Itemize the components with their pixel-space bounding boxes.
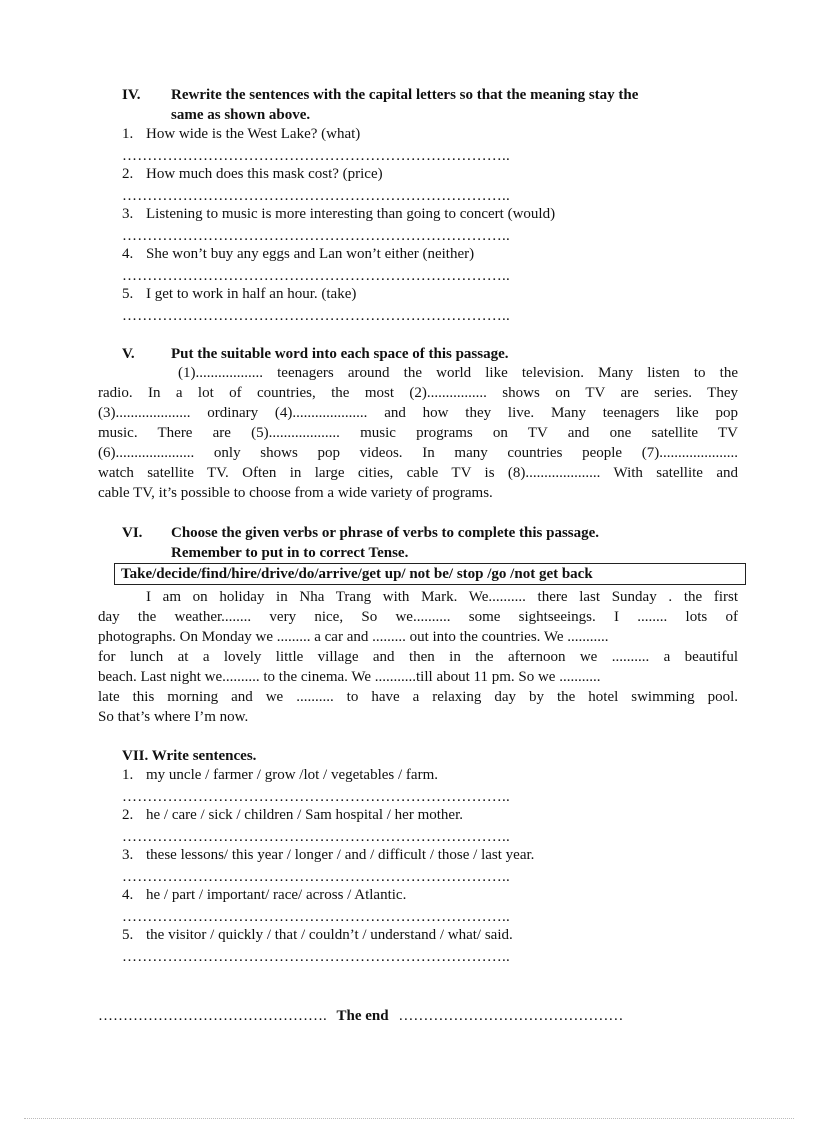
- section-5-heading: [122, 344, 742, 364]
- s4-question-4: 4. She won’t buy any eggs and Lan won’t either (neither): [122, 246, 475, 262]
- section-4-heading: [122, 85, 742, 125]
- section-6-heading: [122, 523, 742, 563]
- section-6-number: VI.: [122, 525, 143, 541]
- s7-answer-line-2: …………………………………………………………………..: [122, 829, 510, 845]
- section-4-number: IV.: [122, 87, 141, 103]
- page-bottom-divider: [24, 1118, 794, 1119]
- s7-question-5: 5. the visitor / quickly / that / couldn’t / understand / what/ said.: [122, 927, 513, 943]
- s4-question-2: 2. How much does this mask cost? (price): [122, 166, 383, 182]
- s4-question-5: 5. I get to work in half an hour. (take): [122, 286, 357, 302]
- s7-question-2: 2. he / care / sick / children / Sam hospital / her mother.: [122, 807, 463, 823]
- the-end-footer: [98, 1006, 623, 1026]
- s7-question-4: 4. he / part / important/ race/ across / Atlantic.: [122, 887, 407, 903]
- s7-answer-line-4: …………………………………………………………………..: [122, 909, 510, 925]
- s7-question-1: 1. my uncle / farmer / grow /lot / vegetables / farm.: [122, 767, 438, 783]
- s4-answer-line-4: …………………………………………………………………..: [122, 268, 510, 284]
- s4-question-1: 1. How wide is the West Lake? (what): [122, 126, 361, 142]
- section-5-passage: (1).................. teenagers around the world like television. Many listen to the radio. In a lot of countries, the most (2)................ shows on TV are series. They (3).................... ordinary (4).................... and how they live. Many teenagers like pop music. There are (5)................... music programs on TV and one satellite TV (6)..................... only shows pop videos. In many countries people (7)..................... watch satellite TV. Often in large cities, cable TV is (8).................... With satellite and cable TV, it’s possible to choose from a wide variety of programs.: [98, 365, 738, 501]
- s7-question-3: 3. these lessons/ this year / longer / and / difficult / those / last year.: [122, 847, 535, 863]
- section-5-title: Put the suitable word into each space of this passage.: [171, 346, 509, 362]
- s4-question-3: 3. Listening to music is more interesting than going to concert (would): [122, 206, 556, 222]
- s4-answer-line-2: …………………………………………………………………..: [122, 188, 510, 204]
- section-6-title: Choose the given verbs or phrase of verbs to complete this passage. Remember to put in to correct Tense.: [171, 525, 600, 561]
- section-6-passage: I am on holiday in Nha Trang with Mark. We.......... there last Sunday . the first day the weather........ very nice, So we.......... some sightseeings. I ........ lots of photographs. On Monday we ......... a car and ......... out into the countries. We ........... for lunch at a lovely little village and then in the afternoon we .......... a beautiful beach. Last night we.......... to the cinema. We ...........till about 11 pm. So we ........... late this morning and we .......... to have a relaxing day by the hotel swimming pool. So that’s where I’m now.: [98, 589, 738, 725]
- s4-answer-line-1: …………………………………………………………………..: [122, 148, 510, 164]
- s7-answer-line-5: …………………………………………………………………..: [122, 949, 510, 965]
- section-5-number: V.: [122, 346, 135, 362]
- s4-answer-line-5: …………………………………………………………………..: [122, 308, 510, 324]
- verb-word-box: Take/decide/find/hire/drive/do/arrive/get up/ not be/ stop /go /not get back: [114, 563, 746, 585]
- section-7-heading: VII. Write sentences.: [122, 748, 257, 764]
- the-end-label: The end: [336, 1008, 389, 1024]
- section-4-title: Rewrite the sentences with the capital letters so that the meaning stay the same as shown above.: [171, 87, 639, 123]
- s4-answer-line-3: …………………………………………………………………..: [122, 228, 510, 244]
- footer-dots-left: ……………………………………….: [98, 1008, 327, 1024]
- s7-answer-line-3: …………………………………………………………………..: [122, 869, 510, 885]
- footer-dots-right: ………………………………………: [398, 1008, 624, 1024]
- s7-answer-line-1: …………………………………………………………………..: [122, 789, 510, 805]
